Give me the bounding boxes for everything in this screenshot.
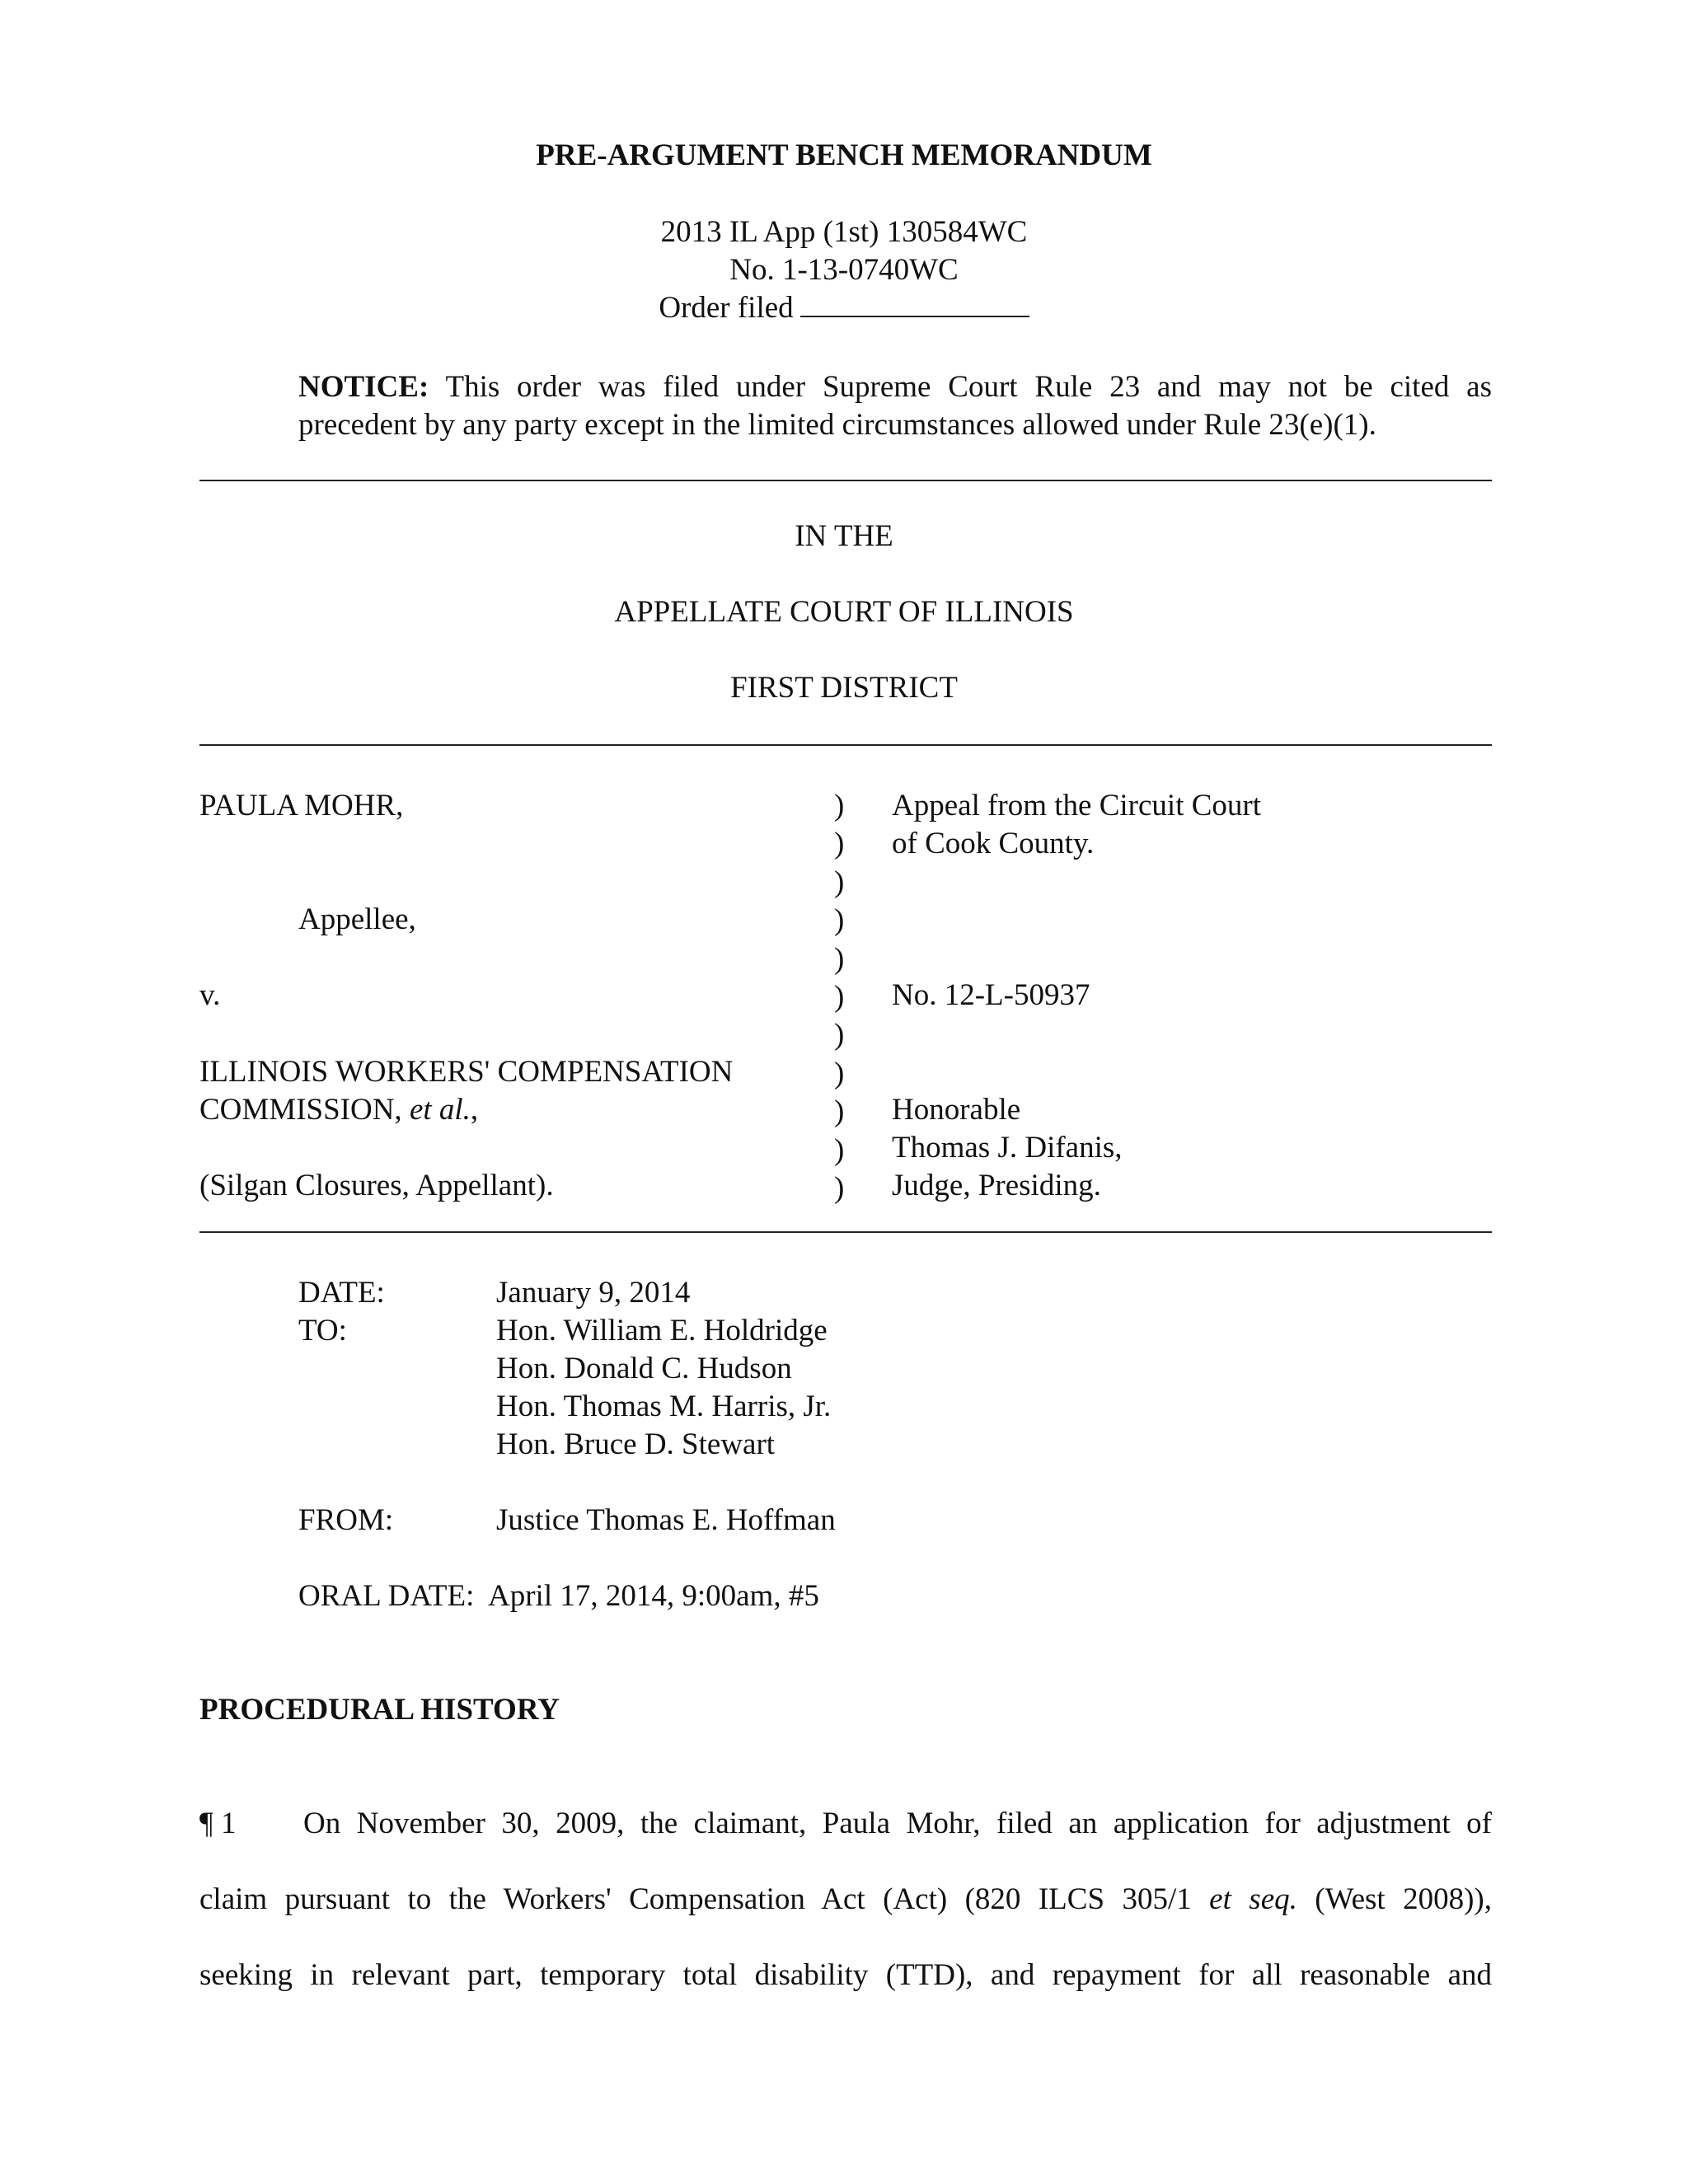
to-recipient: Hon. Thomas M. Harris, Jr. (496, 1390, 832, 1423)
defendant-name-line-1: ILLINOIS WORKERS' COMPENSATION (199, 1055, 734, 1089)
versus: v. (199, 978, 221, 1012)
caption-parentheses: ) ) ) ) ) ) ) ) ) ) ) (834, 789, 845, 1206)
divider-rule (199, 480, 1492, 481)
notice-line-2: precedent by any party except in the limited circumstances allowed under Rule 23(e)(1). (298, 408, 1376, 442)
to-label: TO: (298, 1314, 347, 1347)
judge-name: Thomas J. Difanis, (892, 1131, 1123, 1165)
from-value: Justice Thomas E. Hoffman (496, 1503, 836, 1537)
court-in-the: IN THE (795, 519, 893, 553)
notice-label: NOTICE: (298, 370, 429, 404)
memo-title: PRE-ARGUMENT BENCH MEMORANDUM (536, 138, 1152, 172)
paragraph-line-3: seeking in relevant part, temporary total disability (TTD), and repayment for all reasonable and (199, 1958, 1492, 1992)
date-value: January 9, 2014 (496, 1276, 691, 1310)
court-name: APPELLATE COURT OF ILLINOIS (614, 595, 1074, 629)
appeal-from-line-1: Appeal from the Circuit Court (892, 789, 1262, 823)
defendant-subtitle: (Silgan Closures, Appellant). (199, 1169, 554, 1202)
defendant-name-line-2 (199, 1091, 478, 1129)
judge-role: Judge, Presiding. (892, 1169, 1101, 1202)
order-filed-blank (800, 289, 1029, 317)
order-filed-line (0, 289, 1688, 327)
divider-rule (199, 1231, 1492, 1233)
judge-honorific: Honorable (892, 1093, 1021, 1127)
date-label: DATE: (298, 1276, 385, 1310)
oral-date-label: ORAL DATE: (298, 1579, 475, 1613)
notice-text-1: This order was filed under Supreme Court Rule 23 and may not be cited as (445, 370, 1492, 404)
plaintiff-role: Appellee, (298, 902, 416, 936)
paragraph-line-2-start: claim pursuant to the Workers' Compensation Act (Act) (820 ILCS 305/1 (199, 1882, 1210, 1916)
paragraph-line-2-end: (West 2008)), (1296, 1882, 1492, 1916)
paragraph-line-1: On November 30, 2009, the claimant, Paula Mohr, filed an application for adjustment of (303, 1807, 1492, 1840)
docket-number: No. 1-13-0740WC (729, 253, 959, 287)
paragraph-et-seq: et seq. (1209, 1882, 1297, 1916)
defendant-comma: , (470, 1093, 479, 1127)
plaintiff-name: PAULA MOHR, (199, 789, 404, 823)
trial-case-number: No. 12-L-50937 (892, 978, 1090, 1012)
order-filed-label: Order filed (659, 291, 794, 325)
appeal-from-line-2: of Cook County. (892, 827, 1095, 860)
defendant-et-al: et al. (409, 1093, 471, 1127)
to-recipient: Hon. Donald C. Hudson (496, 1352, 792, 1385)
to-recipient: Hon. William E. Holdridge (496, 1314, 828, 1347)
citation: 2013 IL App (1st) 130584WC (660, 215, 1028, 249)
paragraph-marker: ¶ 1 (199, 1807, 237, 1840)
notice-line-1 (298, 368, 1492, 406)
paragraph-line-2 (199, 1881, 1492, 1919)
section-heading: PROCEDURAL HISTORY (199, 1693, 560, 1727)
oral-date-value: April 17, 2014, 9:00am, #5 (488, 1579, 819, 1613)
from-label: FROM: (298, 1503, 394, 1537)
court-district: FIRST DISTRICT (730, 671, 958, 705)
divider-rule (199, 744, 1492, 746)
defendant-commission: COMMISSION, (199, 1093, 410, 1127)
to-recipient: Hon. Bruce D. Stewart (496, 1427, 776, 1461)
